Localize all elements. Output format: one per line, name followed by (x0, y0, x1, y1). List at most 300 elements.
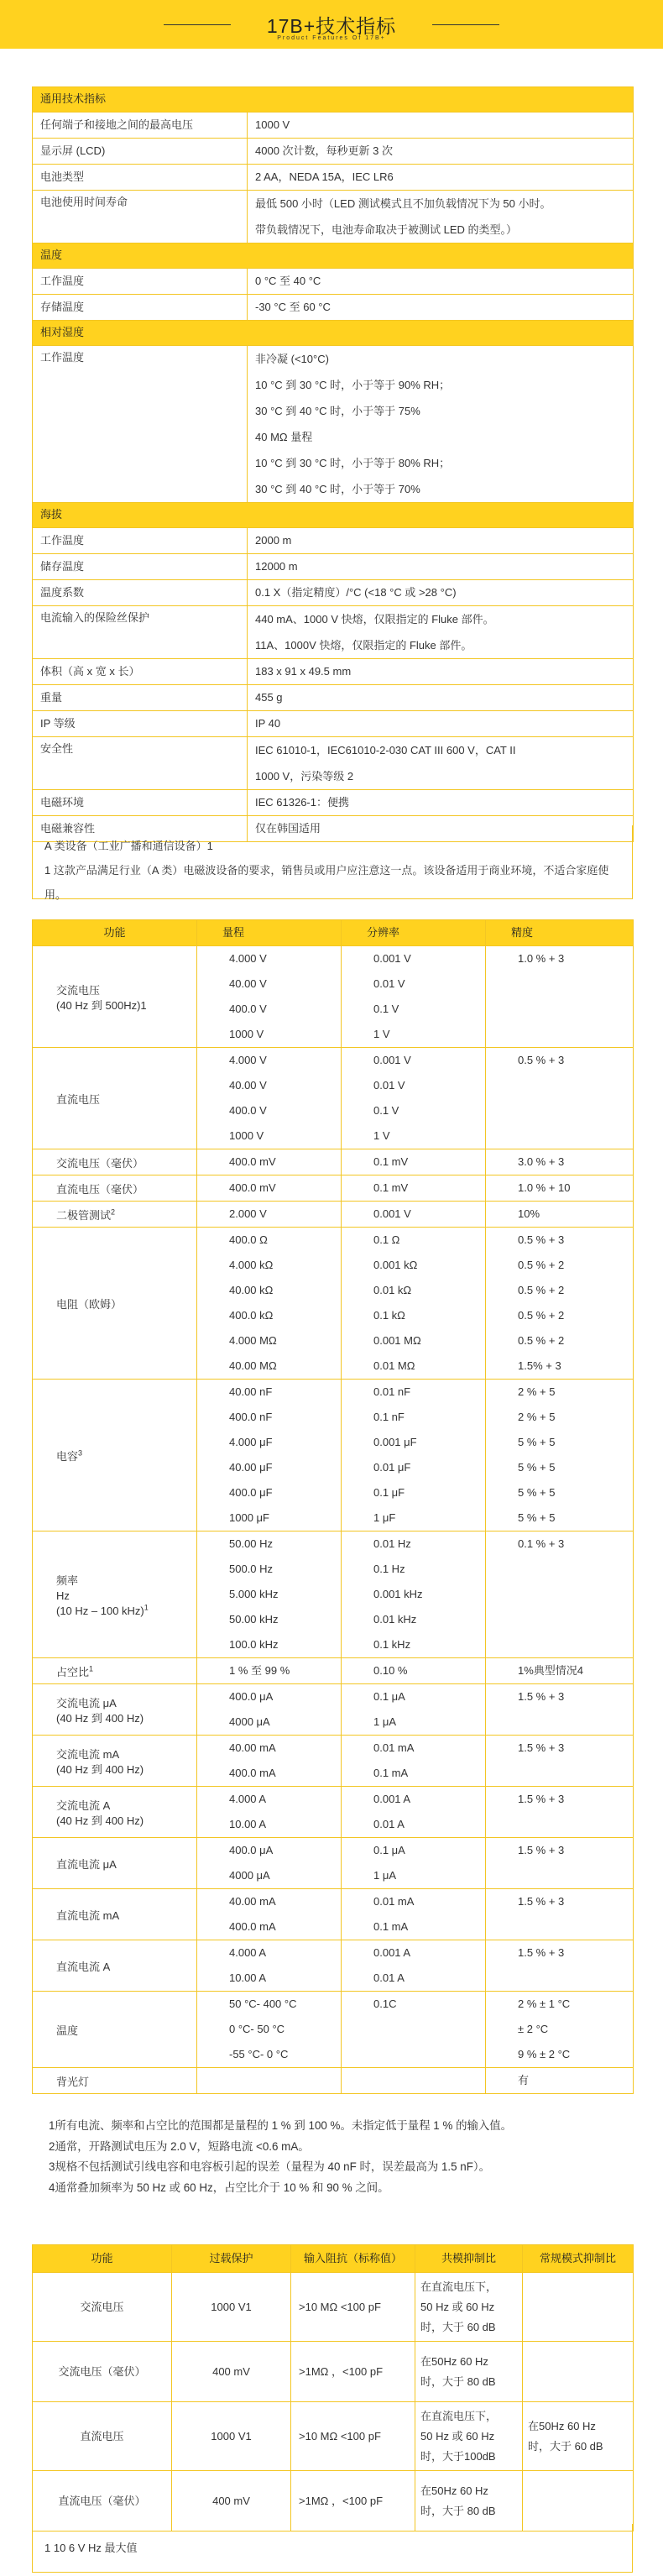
column-header: 输入阻抗（标称值） (291, 2245, 415, 2273)
cell-line: 0.5 % + 2 (518, 1259, 565, 1271)
cell-line: 0.1 μF (373, 1486, 405, 1499)
function-name (33, 1736, 197, 1787)
function-label: 电阻（欧姆） (56, 1298, 123, 1311)
range-cell (197, 2068, 342, 2094)
accuracy-cell (486, 1889, 634, 1940)
column-header: 过载保护 (172, 2245, 291, 2273)
cell-line: 时，大于 80 dB (420, 2504, 496, 2517)
cell-line: 50 Hz 或 60 Hz (420, 2429, 495, 2442)
cell-line: 0.001 μF (373, 1436, 417, 1448)
cell-line: 1 μF (373, 1511, 396, 1524)
spec-value-line: 10 °C 到 30 °C 时，小于等于 80% RH； (255, 457, 451, 469)
cell-line: 400.0 μA (229, 1690, 274, 1703)
cell-line: 1.5% + 3 (518, 1359, 561, 1372)
spec-value-line: 183 x 91 x 49.5 mm (255, 665, 352, 678)
impedance-cell: >1MΩ ，<100 pF (291, 2342, 415, 2402)
cell-line: 在直流电压下， (420, 2280, 498, 2293)
function-name (33, 1992, 197, 2068)
overload-cell: 400 mV (172, 2471, 291, 2531)
range-cell (197, 1149, 342, 1175)
resolution-cell (342, 1175, 486, 1202)
spec-value (248, 659, 634, 685)
accuracy-cell (486, 1940, 634, 1992)
spec-footnote (32, 825, 633, 899)
cell-line: 0.001 A (373, 1793, 411, 1805)
cell-line: 0.001 A (373, 1946, 411, 1959)
spec-key: 工作温度 (33, 269, 248, 295)
cell-line: 0.01 μF (373, 1461, 411, 1474)
cell-line: 1.5 % + 3 (518, 1690, 565, 1703)
cell-line: 0.1 Ω (373, 1233, 400, 1246)
function-label: 直流电流 mA (56, 1909, 120, 1922)
function-row (33, 1787, 634, 1838)
cell-line: 4000 μA (229, 1715, 270, 1728)
common-mode-cell (415, 2273, 523, 2342)
range-cell (197, 1889, 342, 1940)
function-row (33, 1736, 634, 1787)
function-row (33, 1658, 634, 1684)
column-header: 功能 (33, 920, 197, 946)
function-row (33, 1838, 634, 1889)
protection-row (33, 2402, 634, 2471)
function-label: 直流电流 A (56, 1961, 111, 1973)
spec-row (33, 606, 634, 659)
cell-line: 在50Hz 60 Hz (420, 2354, 488, 2368)
function-name (33, 1048, 197, 1149)
cell-line: 40.00 V (229, 1079, 267, 1092)
spec-key: 体积（高 x 宽 x 长） (33, 659, 248, 685)
footnote-marker: 1 (144, 1603, 149, 1612)
cell-line: 1 V (373, 1028, 390, 1040)
range-cell (197, 1736, 342, 1787)
cell-line: 40.00 MΩ (229, 1359, 277, 1372)
function-label: 频率 Hz (10 Hz – 100 kHz) (56, 1574, 144, 1617)
cell-line: 1.5 % + 3 (518, 1793, 565, 1805)
cell-line: 40.00 nF (229, 1385, 273, 1398)
normal-mode-cell (523, 2273, 634, 2342)
function-row (33, 1992, 634, 2068)
protection-footnote: 1 10 6 V Hz 最大值 (32, 2524, 633, 2573)
spec-value-line: 40 MΩ 量程 (255, 431, 313, 443)
cell-line: 0.01 A (373, 1818, 405, 1830)
function-name (33, 1228, 197, 1380)
section-label: 温度 (33, 243, 634, 269)
spec-value (248, 737, 634, 790)
cell-line: 100.0 kHz (229, 1638, 279, 1651)
spec-value (248, 191, 634, 243)
cell-line: ± 2 °C (518, 2023, 549, 2035)
spec-row (33, 165, 634, 191)
accuracy-cell (486, 1531, 634, 1658)
resolution-cell (342, 1380, 486, 1531)
function-name (33, 1684, 197, 1736)
function-label: 二极管测试 (56, 1209, 112, 1222)
function-name (33, 1531, 197, 1658)
spec-value-line: 2 AA，NEDA 15A，IEC LR6 (255, 170, 394, 183)
spec-key: 工作温度 (33, 346, 248, 503)
cell-line: 10.00 A (229, 1818, 267, 1830)
accuracy-cell (486, 1380, 634, 1531)
spec-value (248, 113, 634, 139)
cell-line: 1 % 至 99 % (229, 1664, 290, 1677)
spec-row (33, 269, 634, 295)
cell-line: 2.000 V (229, 1207, 267, 1220)
cell-line: 5 % + 5 (518, 1511, 556, 1524)
cell-line: 0 °C- 50 °C (229, 2023, 285, 2035)
spec-value-line: 0 °C 至 40 °C (255, 275, 321, 287)
accuracy-cell (486, 1992, 634, 2068)
header-rule-right (432, 24, 499, 25)
footnote-marker: 3 (78, 1448, 83, 1458)
accuracy-cell (486, 1684, 634, 1736)
cell-line: 40.00 kΩ (229, 1284, 274, 1296)
spec-key: 储存温度 (33, 554, 248, 580)
accuracy-cell (486, 1149, 634, 1175)
cell-line: 4.000 μF (229, 1436, 273, 1448)
spec-value (248, 528, 634, 554)
cell-line: 0.1 mA (373, 1767, 409, 1779)
spec-key: 电流输入的保险丝保护 (33, 606, 248, 659)
cell-line: 4.000 V (229, 952, 267, 965)
function-row (33, 1940, 634, 1992)
spec-value-line: 455 g (255, 691, 283, 704)
cell-line: 50 °C- 400 °C (229, 1997, 297, 2010)
cell-line: 0.01 Hz (373, 1537, 411, 1550)
cell-line: 400.0 kΩ (229, 1309, 274, 1322)
resolution-cell (342, 1838, 486, 1889)
range-cell (197, 1175, 342, 1202)
overload-cell: 1000 V1 (172, 2273, 291, 2342)
normal-mode-cell (523, 2402, 634, 2471)
accuracy-cell (486, 1202, 634, 1228)
spec-row (33, 790, 634, 816)
cell-line: 1.5 % + 3 (518, 1844, 565, 1856)
resolution-cell (342, 1658, 486, 1684)
footnote-item: 1所有电流、频率和占空比的范围都是量程的 1 % 到 100 %。未指定低于量程 1 % 的输入值。 (49, 2119, 513, 2132)
function-row (33, 946, 634, 1048)
cell-line: 1.5 % + 3 (518, 1741, 565, 1754)
cell-line: 时，大于100dB (420, 2449, 496, 2463)
content (0, 49, 663, 2576)
spec-value (248, 554, 634, 580)
function-label: 直流电压 (56, 1093, 101, 1106)
column-header: 常规模式抑制比 (523, 2245, 634, 2273)
spec-key: 电磁环境 (33, 790, 248, 816)
spec-value (248, 139, 634, 165)
cell-line: 0.1 % + 3 (518, 1537, 565, 1550)
spec-key: IP 等级 (33, 711, 248, 737)
function-row (33, 1202, 634, 1228)
cell-line: 1.5 % + 3 (518, 1946, 565, 1959)
cell-line: 0.1 kHz (373, 1638, 411, 1651)
function-name (33, 2068, 197, 2094)
cell-line: 0.10 % (373, 1664, 408, 1677)
function-label: 背光灯 (56, 2076, 90, 2088)
cell-line: 0.5 % + 2 (518, 1284, 565, 1296)
section-humidity (33, 321, 634, 346)
normal-mode-cell (523, 2342, 634, 2402)
spec-value-line: 11A、1000V 快熔，仅限指定的 Fluke 部件。 (255, 639, 472, 652)
protection-table (32, 2244, 634, 2531)
cell-line: 0.01 mA (373, 1895, 415, 1908)
cell-line: 4.000 kΩ (229, 1259, 274, 1271)
cell-line: 2 % + 5 (518, 1385, 556, 1398)
cell-line: 0.1 kΩ (373, 1309, 405, 1322)
spec-key: 任何端子和接地之间的最高电压 (33, 113, 248, 139)
protection-row (33, 2342, 634, 2402)
cell-line: 2 % ± 1 °C (518, 1997, 571, 2010)
cell-line: 1.5 % + 3 (518, 1895, 565, 1908)
function-name (33, 1838, 197, 1889)
resolution-cell (342, 1736, 486, 1787)
resolution-cell (342, 1048, 486, 1149)
impedance-cell: >10 MΩ <100 pF (291, 2273, 415, 2342)
section-general (33, 87, 634, 113)
overload-cell: 1000 V1 (172, 2402, 291, 2471)
page-header (0, 0, 663, 49)
resolution-cell (342, 1940, 486, 1992)
accuracy-cell (486, 1048, 634, 1149)
common-mode-cell (415, 2471, 523, 2531)
spec-value-line: 30 °C 到 40 °C 时，小于等于 70% (255, 483, 420, 495)
cell-line: 0.01 kΩ (373, 1284, 412, 1296)
page-subtitle: Product Features Of 17B+ (277, 35, 386, 41)
range-cell (197, 1787, 342, 1838)
spec-value (248, 685, 634, 711)
cell-line: 1000 V (229, 1129, 264, 1142)
cell-line: 500.0 Hz (229, 1563, 274, 1575)
spec-key: 显示屏 (LCD) (33, 139, 248, 165)
footnote-marker: 2 (111, 1207, 116, 1217)
cell-line: 2 % + 5 (518, 1411, 556, 1423)
cell-line: 0.5 % + 3 (518, 1054, 565, 1066)
spec-key: 电池类型 (33, 165, 248, 191)
range-cell (197, 1202, 342, 1228)
column-header: 分辨率 (342, 920, 486, 946)
cell-line: 1 μA (373, 1869, 397, 1882)
spec-key: 电池使用时间寿命 (33, 191, 248, 243)
spec-key: 存储温度 (33, 295, 248, 321)
function-label: 交流电压 (40 Hz 到 500Hz)1 (56, 984, 147, 1012)
range-cell (197, 1684, 342, 1736)
resolution-cell (342, 1202, 486, 1228)
cell-line: 4.000 A (229, 1946, 267, 1959)
spec-value-line: 1000 V，污染等级 2 (255, 770, 354, 783)
protection-row (33, 2471, 634, 2531)
resolution-cell (342, 1228, 486, 1380)
spec-row (33, 685, 634, 711)
spec-row (33, 295, 634, 321)
cell-line: 5 % + 5 (518, 1486, 556, 1499)
spec-value (248, 346, 634, 503)
cell-line: 0.1 V (373, 1104, 399, 1117)
cell-line: 10% (518, 1207, 540, 1220)
function-name (33, 946, 197, 1048)
function-label: 交流电流 mA (40 Hz 到 400 Hz) (56, 1748, 144, 1776)
cell-line: 0.001 V (373, 952, 411, 965)
cell-line: 50.00 kHz (229, 1613, 279, 1626)
spec-value-line: IEC 61326-1：便携 (255, 796, 349, 809)
spec-value-line: 30 °C 到 40 °C 时，小于等于 75% (255, 405, 420, 417)
cell-line: 0.5 % + 2 (518, 1309, 565, 1322)
cell-line: 0.001 MΩ (373, 1334, 421, 1347)
accuracy-cell (486, 1228, 634, 1380)
cell-line: 在直流电压下， (420, 2409, 498, 2422)
footnote-item: 2通常，开路测试电压为 2.0 V，短路电流 <0.6 mA。 (49, 2139, 310, 2153)
resolution-cell (342, 1684, 486, 1736)
spec-table (32, 86, 634, 842)
cell-line: 10.00 A (229, 1971, 267, 1984)
page-title: 17B+技术指标 (266, 15, 397, 37)
cell-line: 40.00 V (229, 977, 267, 990)
cell-line: 9 % ± 2 °C (518, 2048, 571, 2060)
cell-line: 5.000 kHz (229, 1588, 279, 1600)
function-row (33, 1048, 634, 1149)
cell-line: 40.00 mA (229, 1741, 276, 1754)
cell-line: 时，大于 60 dB (420, 2320, 496, 2333)
spec-value (248, 295, 634, 321)
spec-value-line: 2000 m (255, 534, 292, 547)
cell-line: 400.0 mV (229, 1155, 276, 1168)
cell-line: 400.0 mV (229, 1181, 276, 1194)
cell-line: 4.000 A (229, 1793, 267, 1805)
spec-value-line: 10 °C 到 30 °C 时，小于等于 90% RH； (255, 379, 451, 391)
cell-line: 1%典型情况4 (518, 1664, 584, 1677)
column-header: 功能 (33, 2245, 172, 2273)
spec-row (33, 346, 634, 503)
spec-value (248, 165, 634, 191)
range-cell (197, 1838, 342, 1889)
cell-line: 0.001 kHz (373, 1588, 423, 1600)
spec-value-line: -30 °C 至 60 °C (255, 301, 331, 313)
cell-line: 5 % + 5 (518, 1461, 556, 1474)
spec-footnote-text: 1 这款产品满足行业（A 类）电磁波设备的要求，销售员或用户应注意这一点。该设备适用于商业环境，不适合家庭使用。 (44, 864, 609, 901)
accuracy-cell (486, 1175, 634, 1202)
cell-line: 0.1C (373, 1997, 397, 2010)
cell-line: 在50Hz 60 Hz (420, 2484, 488, 2497)
spec-value-line: 4000 次计数，每秒更新 3 次 (255, 144, 393, 157)
cell-line: 0.5 % + 3 (518, 1233, 565, 1246)
function-label: 直流电压（毫伏） (56, 1183, 144, 1196)
spec-value (248, 580, 634, 606)
section-altitude (33, 503, 634, 528)
cell-line: 50.00 Hz (229, 1537, 274, 1550)
cell-line: 在50Hz 60 Hz (528, 2419, 596, 2432)
function-row (33, 1889, 634, 1940)
cell-line: 400.0 mA (229, 1920, 276, 1933)
spec-value (248, 711, 634, 737)
normal-mode-cell (523, 2471, 634, 2531)
column-header: 精度 (486, 920, 634, 946)
footnote-item: 4通常叠加频率为 50 Hz 或 60 Hz，占空比介于 10 % 和 90 % 之间。 (49, 2181, 389, 2194)
resolution-cell (342, 1992, 486, 2068)
cell-line: 400.0 μF (229, 1486, 273, 1499)
cell-line: 50 Hz 或 60 Hz (420, 2300, 495, 2313)
resolution-cell (342, 1889, 486, 1940)
function-name (33, 1149, 197, 1175)
cell-line: 时，大于 60 dB (528, 2439, 603, 2453)
cell-line: 0.01 V (373, 1079, 405, 1092)
cell-line: 0.01 mA (373, 1741, 415, 1754)
cell-line: 0.1 nF (373, 1411, 405, 1423)
range-cell (197, 946, 342, 1048)
spec-value (248, 606, 634, 659)
section-label: 通用技术指标 (33, 87, 634, 113)
cell-line: 4.000 MΩ (229, 1334, 277, 1347)
cell-line: 5 % + 5 (518, 1436, 556, 1448)
resolution-cell (342, 946, 486, 1048)
impedance-cell: >10 MΩ <100 pF (291, 2402, 415, 2471)
function-name: 交流电压 (33, 2273, 172, 2342)
spec-value-line: 0.1 X（指定精度）/°C (<18 °C 或 >28 °C) (255, 586, 457, 599)
function-name (33, 1202, 197, 1228)
function-row (33, 1228, 634, 1380)
cell-line: 0.1 μA (373, 1690, 405, 1703)
cell-line: -55 °C- 0 °C (229, 2048, 289, 2060)
spec-row (33, 554, 634, 580)
spec-value-line: IP 40 (255, 717, 281, 730)
cell-line: 400.0 nF (229, 1411, 273, 1423)
cell-line: 0.01 V (373, 977, 405, 990)
cell-line: 0.5 % + 2 (518, 1334, 565, 1347)
cell-line: 400.0 Ω (229, 1233, 268, 1246)
cell-line: 0.01 MΩ (373, 1359, 415, 1372)
function-name (33, 1175, 197, 1202)
function-label: 直流电流 μA (56, 1858, 117, 1871)
range-cell (197, 1658, 342, 1684)
accuracy-cell (486, 1736, 634, 1787)
spec-row (33, 139, 634, 165)
function-name (33, 1380, 197, 1531)
spec-value-line: IEC 61010-1，IEC61010-2-030 CAT III 600 V，CAT II (255, 744, 516, 757)
cell-line: 0.01 nF (373, 1385, 411, 1398)
cell-line: 时，大于 80 dB (420, 2374, 496, 2388)
cell-line: 400.0 V (229, 1104, 267, 1117)
function-label: 交流电流 μA (40 Hz 到 400 Hz) (56, 1697, 144, 1725)
cell-line: 1.0 % + 3 (518, 952, 565, 965)
accuracy-cell (486, 2068, 634, 2094)
spec-value-line: 440 mA、1000 V 快熔，仅限指定的 Fluke 部件。 (255, 613, 494, 626)
range-cell (197, 1992, 342, 2068)
cell-line: 有 (518, 2074, 530, 2086)
spec-footnote-class: A 类设备（工业广播和通信设备）1 (44, 840, 213, 852)
spec-value-line: 最低 500 小时（LED 测试模式且不加负载情况下为 50 小时。 (255, 197, 551, 210)
spec-value (248, 269, 634, 295)
range-cell (197, 1531, 342, 1658)
footnote-item: 3规格不包括测试引线电容和电容板引起的误差（量程为 40 nF 时，误差最高为 1.5 nF）。 (49, 2160, 490, 2173)
cell-line: 400.0 mA (229, 1767, 276, 1779)
function-row (33, 1149, 634, 1175)
function-table (32, 919, 634, 2094)
range-cell (197, 1940, 342, 1992)
spec-row (33, 580, 634, 606)
cell-line: 40.00 μF (229, 1461, 273, 1474)
accuracy-cell (486, 1658, 634, 1684)
cell-line: 0.1 mV (373, 1181, 409, 1194)
cell-line: 0.1 Hz (373, 1563, 405, 1575)
function-name (33, 1940, 197, 1992)
function-name: 直流电压 (33, 2402, 172, 2471)
spec-key: 安全性 (33, 737, 248, 790)
cell-line: 1.0 % + 10 (518, 1181, 571, 1194)
accuracy-cell (486, 1787, 634, 1838)
resolution-cell (342, 2068, 486, 2094)
resolution-cell (342, 1787, 486, 1838)
spec-row (33, 737, 634, 790)
cell-line: 4000 μA (229, 1869, 270, 1882)
function-name: 交流电压（毫伏） (33, 2342, 172, 2402)
impedance-cell: >1MΩ ，<100 pF (291, 2471, 415, 2531)
